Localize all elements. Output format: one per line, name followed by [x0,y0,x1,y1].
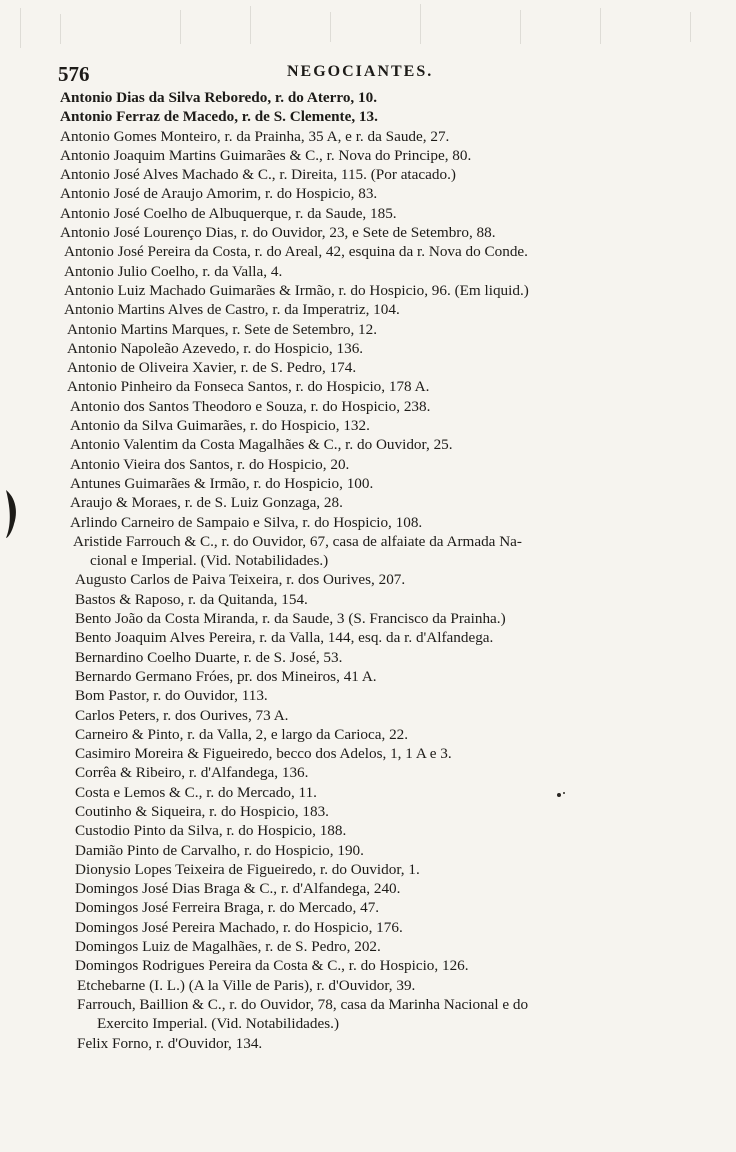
list-item-continuation: Exercito Imperial. (Vid. Notabilidades.) [97,1015,340,1033]
list-item: Antonio Pinheiro da Fonseca Santos, r. do Hospicio, 178 A. [67,378,430,396]
list-item: Augusto Carlos de Paiva Teixeira, r. dos Ourives, 207. [75,571,406,589]
list-item: Arlindo Carneiro de Sampaio e Silva, r. do Hospicio, 108. [70,513,423,531]
list-item: Antonio José Lourenço Dias, r. do Ouvidor, 23, e Sete de Setembro, 88. [60,224,496,242]
merchant-list [60,88,700,1053]
list-item: Felix Forno, r. d'Ouvidor, 134. [77,1034,263,1052]
list-item: Bernardino Coelho Duarte, r. de S. José, 53. [75,648,343,666]
list-item: Dionysio Lopes Teixeira de Figueiredo, r. do Ouvidor, 1. [75,860,420,878]
list-item: Coutinho & Siqueira, r. do Hospicio, 183. [75,802,329,820]
list-item: Bastos & Raposo, r. da Quitanda, 154. [75,590,308,608]
list-item: Domingos Luiz de Magalhães, r. de S. Pedro, 202. [75,938,381,956]
list-item: Casimiro Moreira & Figueiredo, becco dos Adelos, 1, 1 A e 3. [75,745,452,763]
page-title: NEGOCIANTES. [287,63,434,80]
list-item: Farrouch, Baillion & C., r. do Ouvidor, 78, casa da Marinha Nacional e do [77,995,529,1013]
list-item: Domingos José Ferreira Braga, r. do Mercado, 47. [75,899,380,917]
list-item: Damião Pinto de Carvalho, r. do Hospicio, 190. [75,841,364,859]
list-item: Antonio José de Araujo Amorim, r. do Hospicio, 83. [60,185,378,203]
list-item: Antonio Martins Alves de Castro, r. da Imperatriz, 104. [64,301,400,319]
list-item: Corrêa & Ribeiro, r. d'Alfandega, 136. [75,764,309,782]
list-item: Antonio Napoleão Azevedo, r. do Hospicio, 136. [67,339,364,357]
list-item: Antonio Luiz Machado Guimarães & Irmão, r. do Hospicio, 96. (Em liquid.) [64,281,529,299]
list-item: Etchebarne (I. L.) (A la Ville de Paris), r. d'Ouvidor, 39. [77,976,416,994]
list-item: Bernardo Germano Fróes, pr. dos Mineiros, 41 A. [75,667,377,685]
list-item: Bento João da Costa Miranda, r. da Saude, 3 (S. Francisco da Prainha.) [75,610,506,628]
binding-shadow-mark [4,488,20,540]
list-item: Antonio José Coelho de Albuquerque, r. da Saude, 185. [60,204,397,222]
list-item: Antonio de Oliveira Xavier, r. de S. Pedro, 174. [67,359,357,377]
list-item: Antonio Dias da Silva Reboredo, r. do Aterro, 10. [60,89,377,106]
list-item: Custodio Pinto da Silva, r. do Hospicio, 188. [75,822,347,840]
list-item: Domingos Rodrigues Pereira da Costa & C., r. do Hospicio, 126. [75,957,469,975]
list-item: Antonio José Pereira da Costa, r. do Areal, 42, esquina da r. Nova do Conde. [64,243,528,261]
list-item: Antonio Ferraz de Macedo, r. de S. Clemente, 13. [60,108,378,126]
list-item: Antonio Valentim da Costa Magalhães & C., r. do Ouvidor, 25. [70,436,453,454]
list-item: Domingos José Dias Braga & C., r. d'Alfandega, 240. [75,880,401,898]
list-item: Aristide Farrouch & C., r. do Ouvidor, 67, casa de alfaiate da Armada Na- [73,532,522,550]
list-item: Antonio Joaquim Martins Guimarães & C., r. Nova do Principe, 80. [60,146,472,164]
list-item-continuation: cional e Imperial. (Vid. Notabilidades.) [90,552,329,570]
list-item: Araujo & Moraes, r. de S. Luiz Gonzaga, 28. [70,494,343,512]
list-item: Antonio Martins Marques, r. Sete de Setembro, 12. [67,320,378,338]
list-item: Antonio Julio Coelho, r. da Valla, 4. [64,262,283,280]
list-item: Carneiro & Pinto, r. da Valla, 2, e largo da Carioca, 22. [75,725,409,743]
list-item: Antonio Gomes Monteiro, r. da Prainha, 35 A, e r. da Saude, 27. [60,127,450,145]
list-item: Bento Joaquim Alves Pereira, r. da Valla, 144, esq. da r. d'Alfandega. [75,629,494,647]
page-number: 576 [58,62,90,86]
list-item: Antunes Guimarães & Irmão, r. do Hospicio, 100. [70,474,374,492]
list-item: Carlos Peters, r. dos Ourives, 73 A. [75,706,289,724]
list-item: Antonio da Silva Guimarães, r. do Hospicio, 132. [70,417,370,435]
list-item: Domingos José Pereira Machado, r. do Hospicio, 176. [75,918,403,936]
list-item: Antonio Vieira dos Santos, r. do Hospicio, 20. [70,455,350,473]
bleed-through-texture [0,0,736,60]
list-item: Antonio dos Santos Theodoro e Souza, r. do Hospicio, 238. [70,397,431,415]
list-item: Costa e Lemos & C., r. do Mercado, 11. [75,783,317,801]
list-item: Antonio José Alves Machado & C., r. Direita, 115. (Por atacado.) [60,166,456,184]
list-item: Bom Pastor, r. do Ouvidor, 113. [75,687,268,705]
